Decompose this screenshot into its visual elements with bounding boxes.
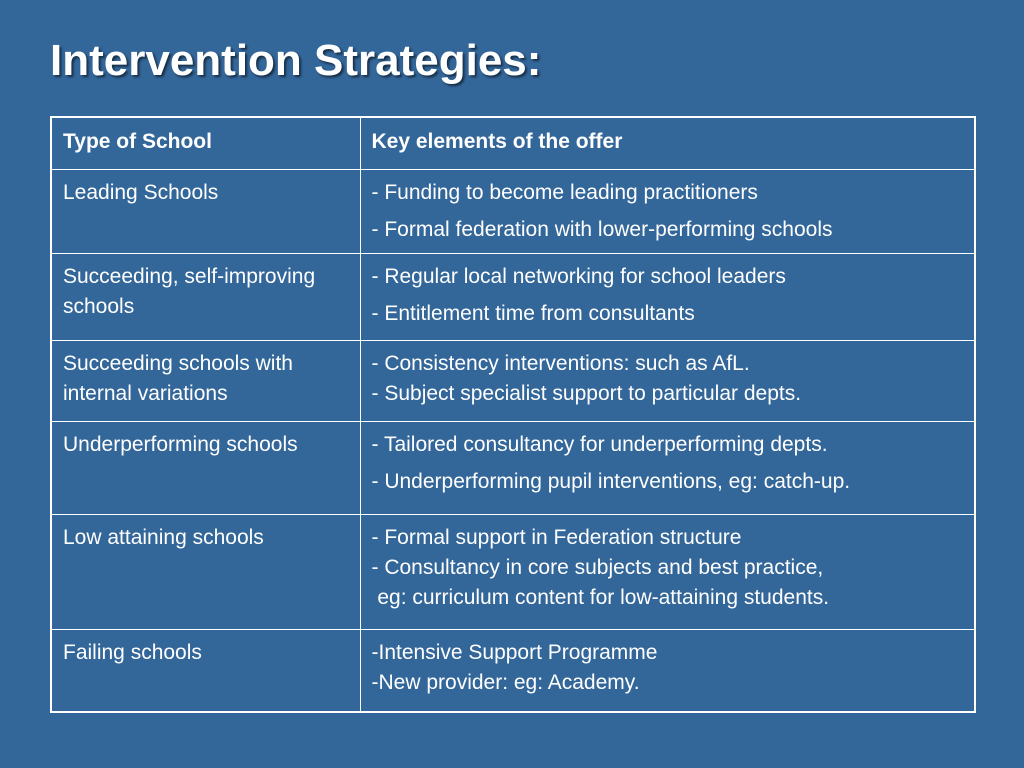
table-row (51, 630, 975, 713)
school-type-cell: Succeeding, self-improving schools (51, 254, 360, 341)
offer-elements-cell (360, 630, 975, 713)
offer-element: - Formal support in Federation structure (371, 526, 742, 549)
offer-element: - Funding to become leading practitioners (371, 181, 758, 204)
offer-elements-cell (360, 170, 975, 254)
offer-element: - Tailored consultancy for underperforming depts. (371, 433, 828, 456)
school-type-cell: Leading Schools (51, 170, 360, 254)
header-key-elements: Key elements of the offer (360, 117, 975, 170)
offer-elements-cell (360, 422, 975, 515)
school-type-cell: Failing schools (51, 630, 360, 713)
offer-element: - Underperforming pupil interventions, eg: catch-up. (371, 470, 851, 493)
school-type-cell: Underperforming schools (51, 422, 360, 515)
table-row (51, 254, 975, 341)
offer-elements-cell (360, 515, 975, 630)
offer-element: eg: curriculum content for low-attaining students. (371, 586, 830, 609)
school-type-cell: Succeeding schools with internal variations (51, 341, 360, 422)
offer-element: -Intensive Support Programme (371, 641, 658, 664)
table-header-row (51, 117, 975, 170)
table-row (51, 170, 975, 254)
offer-element: - Subject specialist support to particular depts. (371, 382, 802, 405)
table-row (51, 515, 975, 630)
offer-element: - Consultancy in core subjects and best practice, (371, 556, 824, 579)
offer-element: - Regular local networking for school leaders (371, 265, 786, 288)
intervention-table (50, 116, 976, 713)
table-row (51, 422, 975, 515)
slide-title: Intervention Strategies: (50, 36, 542, 85)
table-row (51, 341, 975, 422)
offer-element: - Formal federation with lower-performing schools (371, 218, 833, 241)
offer-element: - Entitlement time from consultants (371, 302, 695, 325)
offer-element: - Consistency interventions: such as AfL. (371, 352, 750, 375)
offer-element: -New provider: eg: Academy. (371, 671, 640, 694)
offer-elements-cell (360, 341, 975, 422)
offer-elements-cell (360, 254, 975, 341)
header-type-of-school: Type of School (51, 117, 360, 170)
school-type-cell: Low attaining schools (51, 515, 360, 630)
